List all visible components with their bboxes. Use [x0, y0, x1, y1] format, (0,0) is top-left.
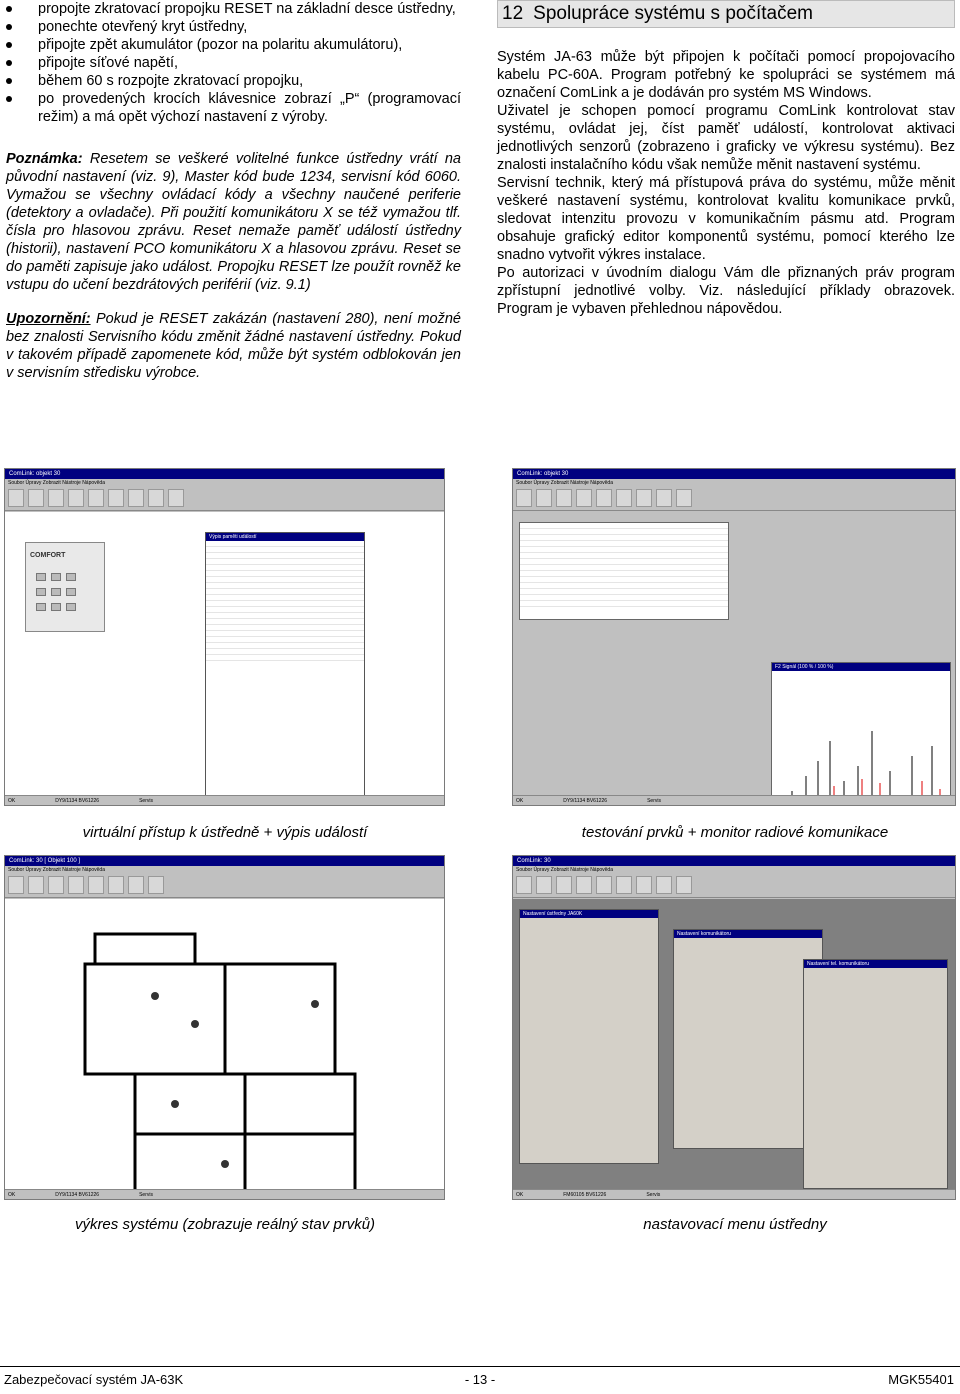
list-item: během 60 s rozpojte zkratovací propojku, — [6, 72, 461, 90]
left-column — [6, 0, 461, 397]
paragraph: Systém JA-63 může být připojen k počítači pomocí propojovacího kabelu PC-60A. Program potřebný ke spolupráci se systémem má označení ComLink a je dodáván pro systém MS Windows. — [497, 49, 955, 101]
toolbar-button[interactable] — [656, 489, 672, 507]
toolbar — [5, 487, 444, 511]
status-bar: OK DY9/1134 BV61226 Servis — [5, 1189, 444, 1199]
paragraph: Uživatel je schopen pomocí programu ComLink kontrolovat stav systému, ovládat jej, číst paměť událostí, kontrolovat aktivaci jednotlivých senzorů (zobrazeno i graficky ve výkresu systému). Bez znalosti instalačního kódu však nemůže měnit nastavení systému. — [497, 103, 955, 173]
key[interactable] — [51, 588, 61, 596]
key[interactable] — [66, 573, 76, 581]
signal-monitor-title: F2 Signál (100 % / 100 %) — [772, 663, 950, 671]
workspace — [513, 512, 955, 795]
status-bar: OK DY9/1134 BV61226 Servis — [5, 795, 444, 805]
settings-window-communicator — [673, 929, 823, 1149]
signal-monitor-window — [771, 662, 951, 806]
phone-window-title: Nastavení tel. komunikátoru — [804, 960, 947, 968]
section-title: Spolupráce systému s počítačem — [533, 3, 813, 24]
toolbar-button[interactable] — [88, 489, 104, 507]
toolbar-button[interactable] — [616, 876, 632, 894]
paragraph: Po autorizaci v úvodním dialogu Vám dle přiznaných práv program zpřístupní jednotlivé volby. Viz. následující příklady obrazovek. Program je vybaven přehlednou nápovědou. — [497, 265, 955, 317]
window-title: ComLink: 30 [ Objekt 100 ] — [5, 856, 444, 866]
screenshot-radio-monitor — [512, 468, 956, 806]
toolbar-button[interactable] — [28, 876, 44, 894]
warning-paragraph — [6, 310, 461, 382]
window-title: ComLink: 30 — [513, 856, 955, 866]
section-body — [497, 48, 955, 318]
toolbar-button[interactable] — [656, 876, 672, 894]
menu-bar: Soubor Úpravy Zobrazit Nástroje Nápověda — [5, 866, 444, 874]
caption-virtual-panel: virtuální přístup k ústředně + výpis událostí — [82, 824, 368, 841]
toolbar-button[interactable] — [536, 489, 552, 507]
footer-divider — [0, 1366, 960, 1367]
toolbar-button[interactable] — [516, 876, 532, 894]
screenshot-settings-menu — [512, 855, 956, 1200]
note-label: Poznámka: — [6, 151, 83, 167]
toolbar-button[interactable] — [8, 876, 24, 894]
toolbar-button[interactable] — [48, 876, 64, 894]
bullet-icon — [6, 60, 12, 66]
warning-text: Pokud je RESET zakázán (nastavení 280), není možné bez znalosti Servisního kódu změnit žádné nastavení ústředny. Pokud v takovém případě zapomenete kód, může být systém odblokován jen v servisním středisku výrobce. — [6, 311, 461, 381]
toolbar-button[interactable] — [616, 489, 632, 507]
menu-bar: Soubor Úpravy Zobrazit Nástroje Nápověda — [513, 479, 955, 487]
toolbar-button[interactable] — [128, 489, 144, 507]
key[interactable] — [36, 588, 46, 596]
screenshot-system-drawing — [4, 855, 445, 1200]
toolbar-button[interactable] — [576, 876, 592, 894]
toolbar-button[interactable] — [636, 876, 652, 894]
toolbar-button[interactable] — [48, 489, 64, 507]
key[interactable] — [36, 573, 46, 581]
toolbar-button[interactable] — [68, 489, 84, 507]
toolbar — [5, 874, 444, 898]
toolbar-button[interactable] — [88, 876, 104, 894]
toolbar-button[interactable] — [128, 876, 144, 894]
bullet-icon — [6, 6, 12, 12]
toolbar-button[interactable] — [676, 489, 692, 507]
list-item: připojte zpět akumulátor (pozor na polaritu akumulátoru), — [6, 36, 461, 54]
footer-page-number: - 13 - — [464, 1372, 496, 1387]
toolbar-button[interactable] — [596, 876, 612, 894]
settings-window-phone — [803, 959, 948, 1189]
keypad-image — [25, 542, 105, 632]
footer-right: MGK55401 — [888, 1372, 954, 1387]
window-title: ComLink: objekt 30 — [513, 469, 955, 479]
menu-bar: Soubor Úpravy Zobrazit Nástroje Nápověda — [5, 479, 444, 487]
event-log-title: Výpis paměti událostí — [206, 533, 364, 541]
workspace — [5, 899, 444, 1189]
list-item: po provedených krocích klávesnice zobrazí „P“ (programovací režim) a má opět výchozí nastavení z výroby. — [6, 90, 461, 126]
status-bar: OK FM60105 BV61226 Servis — [513, 1189, 955, 1199]
event-log-rows — [206, 541, 364, 661]
toolbar-button[interactable] — [148, 489, 164, 507]
element-test-table — [519, 522, 729, 620]
key[interactable] — [36, 603, 46, 611]
toolbar-button[interactable] — [28, 489, 44, 507]
toolbar-button[interactable] — [536, 876, 552, 894]
toolbar-button[interactable] — [576, 489, 592, 507]
note-text: Resetem se veškeré volitelné funkce ústředny vrátí na původní nastavení (viz. 9), Master kód bude 1234, servisní kód 6060. Vymažou se všechny ovládací kódy a všechny naučené periferie (detektory a ovladače). Při použití komunikátoru X se též vymažou tlf. čísla pro hlasovou zprávu. Reset nemaže paměť událostí ústředny (historii), nastavení PCO komunikátoru X a hlasovou zprávu. Reset se do paměti zapisuje jako událost. Propojku RESET lze použít rovněž ke vstupu do učení bezdrátových periférií (viz. 9.1) — [6, 151, 461, 293]
toolbar — [513, 874, 955, 898]
bullet-icon — [6, 42, 12, 48]
toolbar-button[interactable] — [556, 489, 572, 507]
bullet-icon — [6, 96, 12, 102]
key[interactable] — [66, 603, 76, 611]
caption-radio-monitor: testování prvků + monitor radiové komunikace — [581, 824, 889, 841]
settings-window-title: Nastavení ústředny JA60K — [520, 910, 658, 918]
key[interactable] — [51, 573, 61, 581]
settings-window-main — [519, 909, 659, 1164]
signal-graph — [772, 671, 950, 806]
caption-settings-menu: nastavovací menu ústředny — [643, 1216, 827, 1233]
note-paragraph — [6, 150, 461, 294]
floor-plan — [25, 909, 415, 1200]
bullet-icon — [6, 78, 12, 84]
list-item: propojte zkratovací propojku RESET na základní desce ústředny, — [6, 0, 461, 18]
key[interactable] — [51, 603, 61, 611]
toolbar-button[interactable] — [108, 876, 124, 894]
paragraph: Servisní technik, který má přístupová práva do systému, může měnit veškeré nastavení systému, kontrolovat kvalitu komunikace prvků, sledovat intenzitu provozu v komunikačním pásmu atd. Program obsahuje grafický editor komponentů systému, pomocí kterého lze snadno vytvořit výkres instalace. — [497, 175, 955, 263]
right-column — [497, 0, 955, 318]
toolbar-button[interactable] — [68, 876, 84, 894]
section-heading — [497, 0, 955, 28]
toolbar-button[interactable] — [108, 489, 124, 507]
screenshot-virtual-panel — [4, 468, 445, 806]
toolbar-button[interactable] — [168, 489, 184, 507]
toolbar-button[interactable] — [596, 489, 612, 507]
bullet-icon — [6, 24, 12, 30]
event-log-window — [205, 532, 365, 806]
key[interactable] — [66, 588, 76, 596]
list-item: ponechte otevřený kryt ústředny, — [6, 18, 461, 36]
window-title: ComLink: objekt 30 — [5, 469, 444, 479]
caption-system-drawing: výkres systému (zobrazuje reálný stav prvků) — [74, 1216, 376, 1233]
menu-bar: Soubor Úpravy Zobrazit Nástroje Nápověda — [513, 866, 955, 874]
reset-steps-list — [6, 0, 461, 126]
toolbar-button[interactable] — [148, 876, 164, 894]
toolbar-button[interactable] — [556, 876, 572, 894]
section-number: 12 — [502, 3, 524, 24]
toolbar-button[interactable] — [516, 489, 532, 507]
status-bar: OK DY9/1134 BV61226 Servis — [513, 795, 955, 805]
keypad-brand: COMFORT — [30, 552, 66, 559]
toolbar — [513, 487, 955, 511]
toolbar-button[interactable] — [8, 489, 24, 507]
toolbar-button[interactable] — [636, 489, 652, 507]
workspace — [5, 512, 444, 795]
footer-left: Zabezpečovací systém JA-63K — [4, 1372, 184, 1387]
warning-label: Upozornění: — [6, 311, 91, 327]
toolbar-button[interactable] — [676, 876, 692, 894]
workspace — [513, 899, 955, 1189]
list-item: připojte síťové napětí, — [6, 54, 461, 72]
communicator-window-title: Nastavení komunikátoru — [674, 930, 822, 938]
